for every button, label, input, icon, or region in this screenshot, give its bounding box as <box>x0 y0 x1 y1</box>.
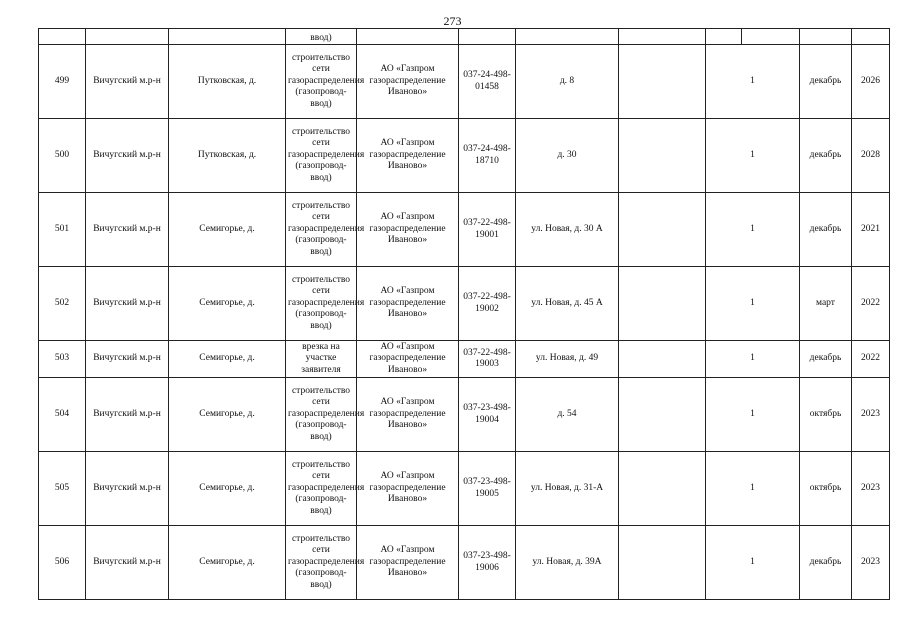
cell-district: Вичугский м.р-н <box>86 526 169 600</box>
cell-num: 503 <box>39 341 86 378</box>
cell-num: 506 <box>39 526 86 600</box>
cell-address: ул. Новая, д. 31-А <box>516 452 619 526</box>
cell-num: 502 <box>39 267 86 341</box>
cell-year: 2021 <box>852 193 890 267</box>
cell-settlement: Семигорье, д. <box>169 193 286 267</box>
cell-work: строительство сети газораспределения (газопровод-ввод) <box>286 267 357 341</box>
cell-qty <box>742 29 800 45</box>
cell-district: Вичугский м.р-н <box>86 267 169 341</box>
cell-work: строительство сети газораспределения (газопровод-ввод) <box>286 452 357 526</box>
cell-code: 037-23-498-19005 <box>459 452 516 526</box>
cell-settlement: Семигорье, д. <box>169 452 286 526</box>
cell-month: октябрь <box>800 378 852 452</box>
cell-code: 037-22-498-19001 <box>459 193 516 267</box>
cell-qty: 1 <box>706 341 800 378</box>
cell-address: ул. Новая, д. 49 <box>516 341 619 378</box>
table-row <box>39 452 890 526</box>
cell-code: 037-23-498-19006 <box>459 526 516 600</box>
cell-district <box>86 29 169 45</box>
cell-year: 2023 <box>852 526 890 600</box>
cell-year: 2026 <box>852 45 890 119</box>
cell-settlement: Семигорье, д. <box>169 267 286 341</box>
cell-address <box>516 29 619 45</box>
cell-qty: 1 <box>706 45 800 119</box>
cell-num: 505 <box>39 452 86 526</box>
cell-empty <box>619 119 706 193</box>
cell-empty <box>619 267 706 341</box>
cell-district: Вичугский м.р-н <box>86 193 169 267</box>
cell-org: АО «Газпром газораспределение Иваново» <box>357 119 459 193</box>
cell-work: ввод) <box>286 29 357 45</box>
cell-org <box>357 29 459 45</box>
cell-org: АО «Газпром газораспределение Иваново» <box>357 526 459 600</box>
cell-org: АО «Газпром газораспределение Иваново» <box>357 193 459 267</box>
gas-connection-table <box>38 28 890 600</box>
table-row <box>39 378 890 452</box>
cell-settlement: Путковская, д. <box>169 45 286 119</box>
cell-settlement: Семигорье, д. <box>169 341 286 378</box>
cell-qty: 1 <box>706 378 800 452</box>
cell-work: строительство сети газораспределения (газопровод-ввод) <box>286 193 357 267</box>
cell-empty <box>619 193 706 267</box>
cell-empty <box>619 29 706 45</box>
page-number: 273 <box>443 14 462 28</box>
cell-empty <box>706 29 742 45</box>
cell-work: строительство сети газораспределения (газопровод-ввод) <box>286 119 357 193</box>
cell-settlement: Семигорье, д. <box>169 526 286 600</box>
cell-work: строительство сети газораспределения (газопровод-ввод) <box>286 45 357 119</box>
cell-month: декабрь <box>800 341 852 378</box>
cell-work: врезка на участке заявителя <box>286 341 357 378</box>
cell-empty <box>619 45 706 119</box>
cell-qty: 1 <box>706 526 800 600</box>
cell-code: 037-22-498-19003 <box>459 341 516 378</box>
cell-org: АО «Газпром газораспределение Иваново» <box>357 45 459 119</box>
cell-district: Вичугский м.р-н <box>86 378 169 452</box>
cell-year: 2023 <box>852 378 890 452</box>
cell-settlement <box>169 29 286 45</box>
cell-code: 037-23-498-19004 <box>459 378 516 452</box>
table-row <box>39 45 890 119</box>
cell-month: октябрь <box>800 452 852 526</box>
cell-district: Вичугский м.р-н <box>86 119 169 193</box>
cell-year: 2023 <box>852 452 890 526</box>
cell-num: 501 <box>39 193 86 267</box>
table-row <box>39 526 890 600</box>
table-row <box>39 341 890 378</box>
cell-address: ул. Новая, д. 39А <box>516 526 619 600</box>
cell-district: Вичугский м.р-н <box>86 341 169 378</box>
cell-month: декабрь <box>800 45 852 119</box>
cell-empty <box>619 341 706 378</box>
cell-empty <box>619 378 706 452</box>
cell-address: д. 30 <box>516 119 619 193</box>
cell-empty <box>619 526 706 600</box>
cell-work: строительство сети газораспределения (газопровод-ввод) <box>286 378 357 452</box>
cell-num: 504 <box>39 378 86 452</box>
cell-num <box>39 29 86 45</box>
table-row <box>39 193 890 267</box>
cell-num: 500 <box>39 119 86 193</box>
cell-empty <box>619 452 706 526</box>
cell-month: декабрь <box>800 526 852 600</box>
cell-month: декабрь <box>800 193 852 267</box>
cell-org: АО «Газпром газораспределение Иваново» <box>357 267 459 341</box>
cell-org: АО «Газпром газораспределение Иваново» <box>357 378 459 452</box>
cell-qty: 1 <box>706 452 800 526</box>
cell-qty: 1 <box>706 267 800 341</box>
cell-year: 2022 <box>852 267 890 341</box>
cell-month <box>800 29 852 45</box>
cell-year: 2028 <box>852 119 890 193</box>
cell-year <box>852 29 890 45</box>
cell-address: д. 54 <box>516 378 619 452</box>
cell-address: д. 8 <box>516 45 619 119</box>
cell-address: ул. Новая, д. 30 А <box>516 193 619 267</box>
table-row <box>39 119 890 193</box>
cell-work: строительство сети газораспределения (газопровод-ввод) <box>286 526 357 600</box>
cell-month: декабрь <box>800 119 852 193</box>
cell-num: 499 <box>39 45 86 119</box>
cell-settlement: Семигорье, д. <box>169 378 286 452</box>
cell-code <box>459 29 516 45</box>
cell-qty: 1 <box>706 119 800 193</box>
cell-code: 037-24-498-01458 <box>459 45 516 119</box>
cell-org: АО «Газпром газораспределение Иваново» <box>357 341 459 378</box>
cell-code: 037-24-498-18710 <box>459 119 516 193</box>
cell-address: ул. Новая, д. 45 А <box>516 267 619 341</box>
cell-year: 2022 <box>852 341 890 378</box>
table-row-continued <box>39 29 890 45</box>
cell-settlement: Путковская, д. <box>169 119 286 193</box>
cell-org: АО «Газпром газораспределение Иваново» <box>357 452 459 526</box>
cell-district: Вичугский м.р-н <box>86 45 169 119</box>
cell-month: март <box>800 267 852 341</box>
cell-code: 037-22-498-19002 <box>459 267 516 341</box>
cell-qty: 1 <box>706 193 800 267</box>
cell-district: Вичугский м.р-н <box>86 452 169 526</box>
table-row <box>39 267 890 341</box>
